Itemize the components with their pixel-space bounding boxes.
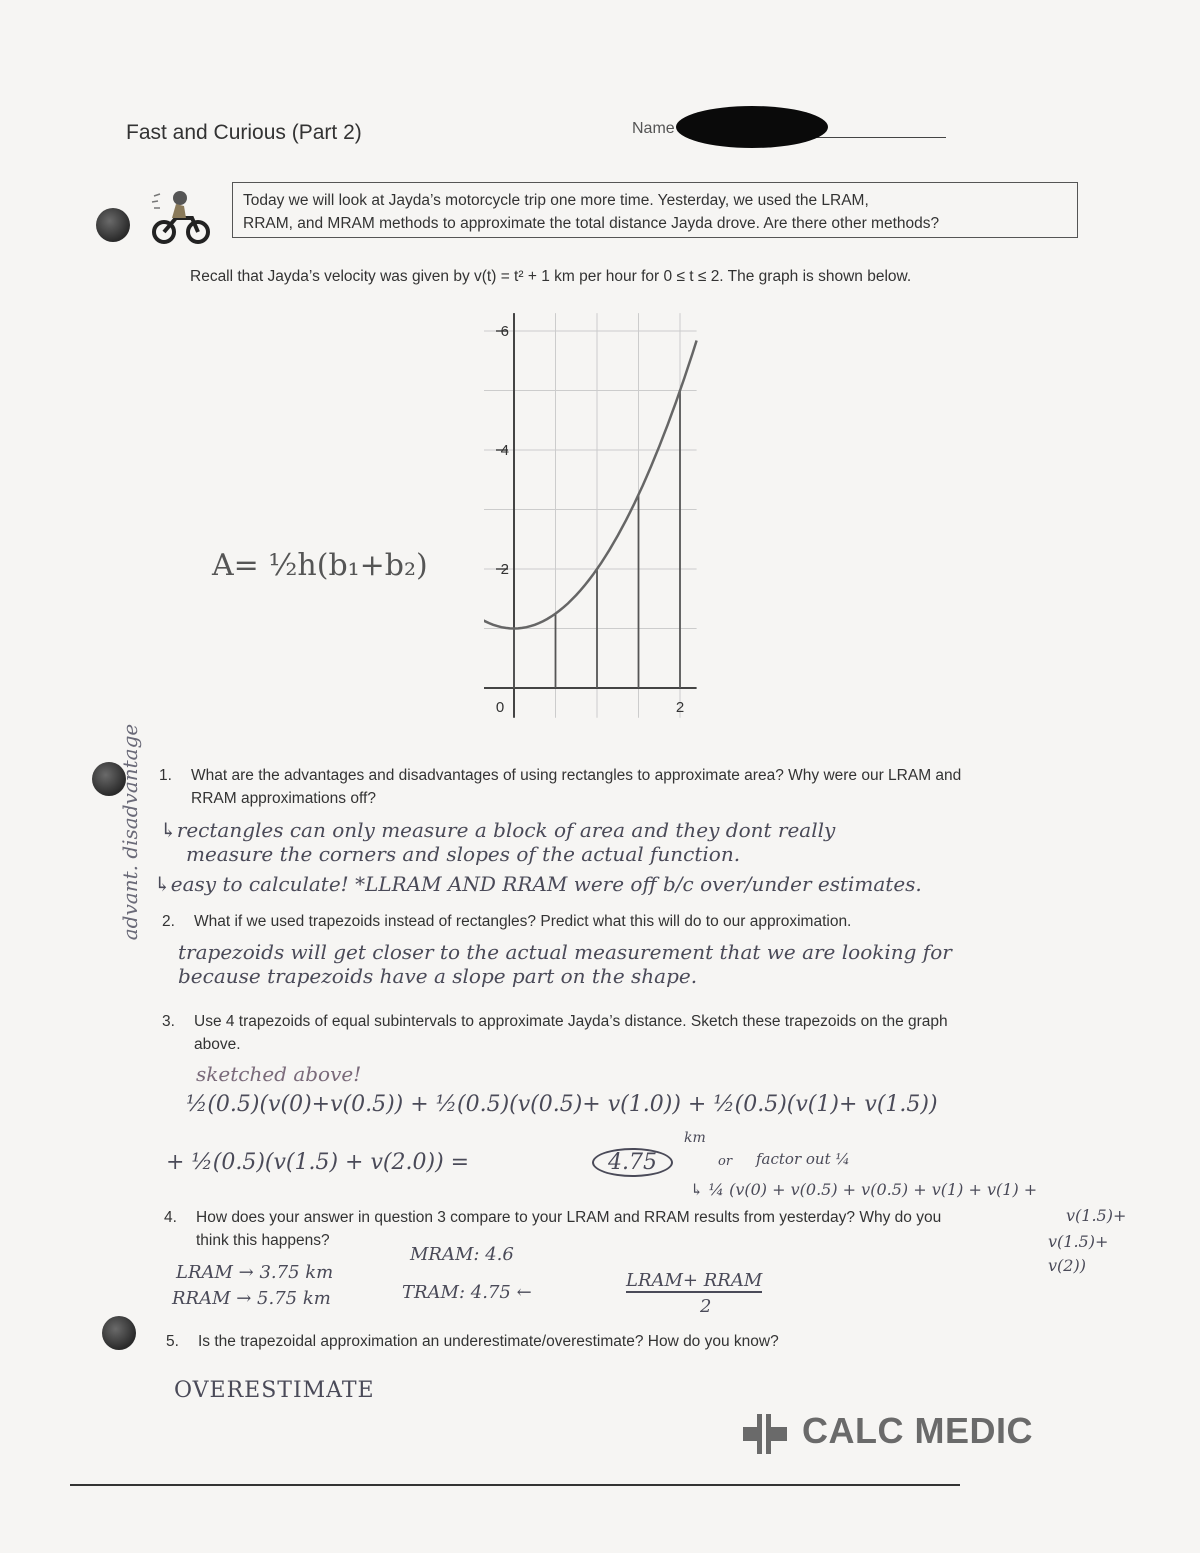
answer-1-line-2: measure the corners and slopes of the actual function. [186, 842, 741, 866]
redaction-mark [676, 106, 828, 148]
answer-3-result: 4.75 [592, 1148, 673, 1177]
intro-line-1: Today we will look at Jayda’s motorcycle trip one more time. Yesterday, we used the LRAM, [243, 192, 869, 209]
x-tick-label: 2 [675, 699, 685, 716]
answer-4-lram: LRAM → 3.75 km [176, 1262, 334, 1283]
y-tick-label: 2 [500, 561, 509, 578]
punch-hole [102, 1316, 136, 1350]
graph-ticks [496, 323, 684, 716]
answer-4-tram: TRAM: 4.75 ← [402, 1282, 532, 1303]
answer-3-line-4: ↳ ¼ (v(0) + v(0.5) + v(0.5) + v(1) + v(1) + [690, 1180, 1038, 1199]
velocity-curve [484, 341, 697, 629]
intro-box [232, 182, 1078, 238]
question-1-line-2: RRAM approximations off? [191, 790, 376, 807]
answer-3-or: or [718, 1154, 733, 1169]
question-3-line-1: Use 4 trapezoids of equal subintervals to approximate Jayda’s distance. Sketch these trapezoids on the graph [194, 1013, 948, 1030]
question-1 [159, 764, 1091, 810]
question-5-line-1: Is the trapezoidal approximation an underestimate/overestimate? How do you know? [198, 1333, 779, 1350]
question-3 [162, 1010, 1074, 1056]
recall-text: Recall that Jayda’s velocity was given by v(t) = t² + 1 km per hour for 0 ≤ t ≤ 2. The graph is shown below. [190, 268, 912, 285]
question-number: 1. [159, 767, 172, 784]
answer-3-side-2: v(1.5)+ [1048, 1232, 1109, 1251]
answer-4-mram: MRAM: 4.6 [410, 1244, 514, 1265]
question-4-line-2: think this happens? [196, 1232, 330, 1249]
page-bottom-edge [70, 1484, 960, 1486]
question-1-line-1: What are the advantages and disadvantages of using rectangles to approximate area? Why were our LRAM and [191, 767, 962, 784]
answer-1-line-1: ↳rectangles can only measure a block of area and they dont really [160, 818, 836, 842]
calc-medic-cross-icon [740, 1412, 790, 1456]
question-2-line-1: What if we used trapezoids instead of rectangles? Predict what this will do to our approximation. [194, 913, 852, 930]
page-title: Fast and Curious (Part 2) [126, 121, 362, 144]
answer-4-average-numerator: LRAM+ RRAM [626, 1270, 763, 1291]
question-number: 5. [166, 1333, 179, 1350]
question-number: 4. [164, 1209, 177, 1226]
x-tick-label: 0 [495, 699, 505, 716]
trapezoid-area-formula: A= ½h(b₁+b₂) [212, 548, 428, 583]
question-number: 2. [162, 913, 175, 930]
answer-3-unit: km [684, 1130, 706, 1146]
name-label: Name [632, 120, 675, 137]
answer-2-line-1: trapezoids will get closer to the actual measurement that we are looking for [178, 940, 952, 964]
answer-5: OVERESTIMATE [174, 1378, 375, 1403]
answer-2-line-2: because trapezoids have a slope part on the shape. [178, 964, 698, 988]
graph-axes [484, 313, 697, 718]
answer-3-side-3: v(2)) [1048, 1256, 1086, 1275]
y-tick-label: 4 [500, 442, 509, 459]
question-4-line-1: How does your answer in question 3 compare to your LRAM and RRAM results from yesterday? Why do you [196, 1209, 942, 1226]
velocity-graph [484, 308, 720, 740]
answer-3-line-2: ½(0.5)(v(0)+v(0.5)) + ½(0.5)(v(0.5)+ v(1.0)) + ½(0.5)(v(1)+ v(1.5)) [186, 1092, 938, 1117]
punch-hole [96, 208, 130, 242]
intro-line-2: RRAM, and MRAM methods to approximate the total distance Jayda drove. Are there other methods? [243, 215, 940, 232]
answer-3-factor-note: factor out ¼ [756, 1150, 850, 1168]
answer-4-average-denominator: 2 [700, 1296, 712, 1317]
answer-3-line-3: + ½(0.5)(v(1.5) + v(2.0)) = [166, 1150, 470, 1175]
question-3-line-2: above. [194, 1036, 241, 1053]
answer-3-side-1: v(1.5)+ [1066, 1206, 1127, 1225]
question-2 [162, 910, 1094, 933]
margin-note: advant. disadvantage [118, 723, 142, 941]
answer-4-rram: RRAM → 5.75 km [172, 1288, 331, 1309]
question-number: 3. [162, 1013, 175, 1030]
calc-medic-logo: CALC MEDIC [802, 1410, 1033, 1451]
question-4 [164, 1206, 1056, 1252]
y-tick-label: 6 [500, 323, 509, 340]
motorcycle-icon [150, 188, 212, 246]
question-5 [166, 1330, 1058, 1353]
answer-1-line-3: ↳easy to calculate! *LLRAM AND RRAM were off b/c over/under estimates. [154, 872, 922, 896]
answer-3-line-1: sketched above! [196, 1062, 362, 1086]
graph-grid [484, 313, 697, 718]
